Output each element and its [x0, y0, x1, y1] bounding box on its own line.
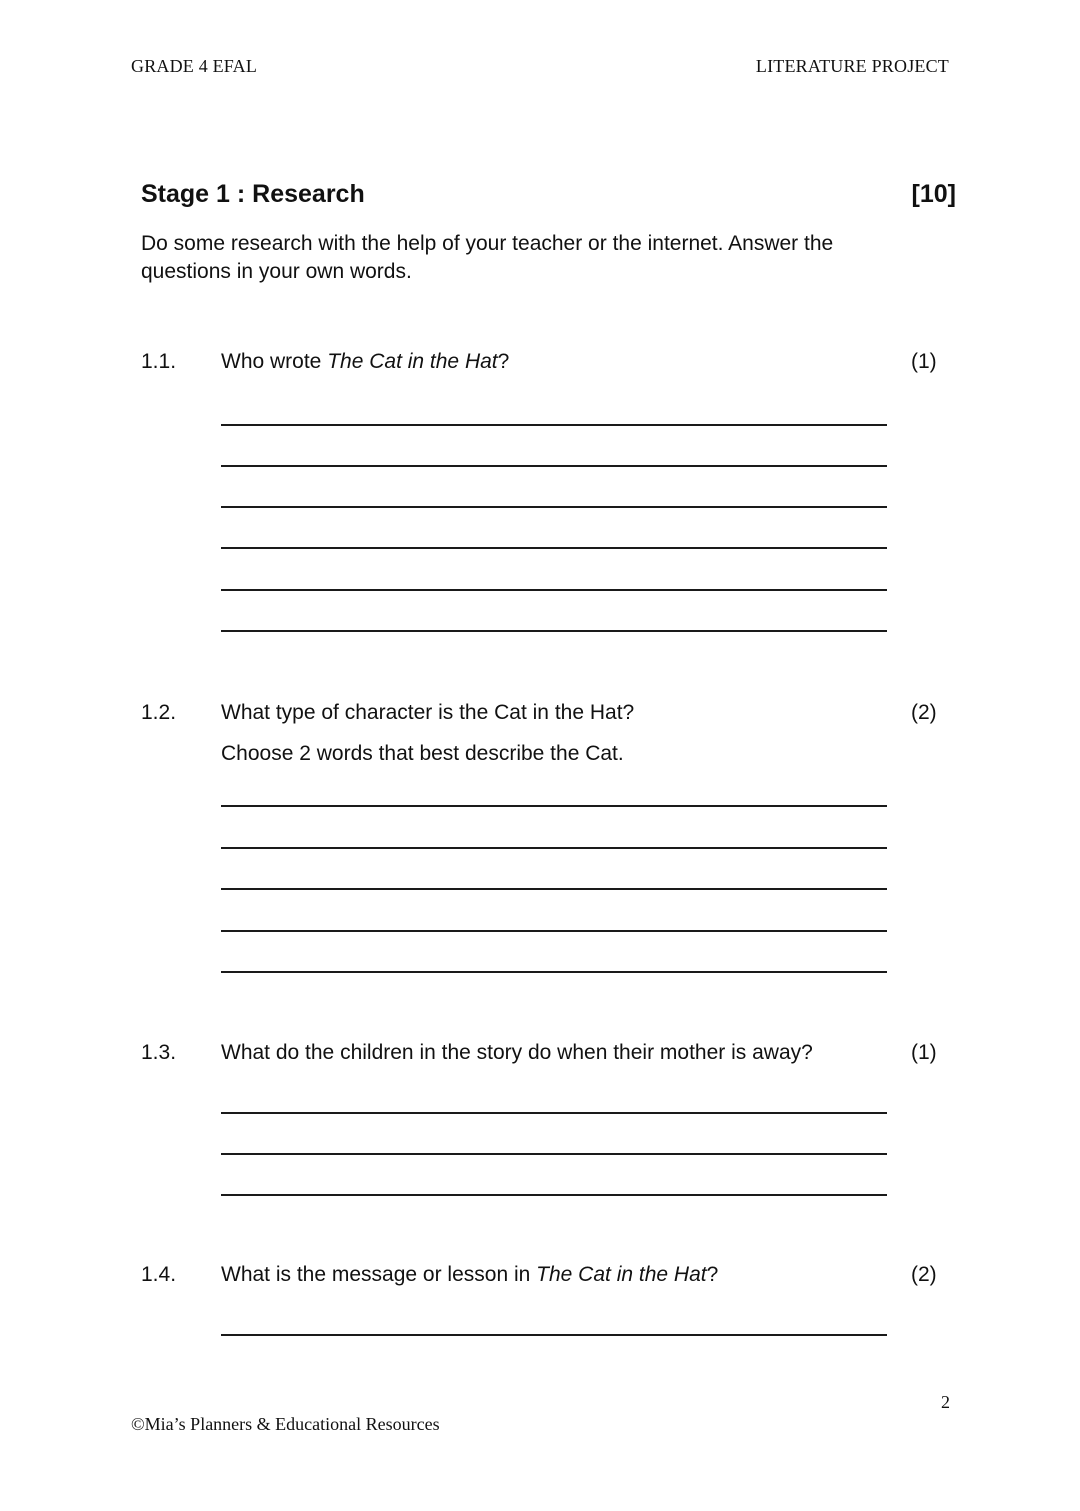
- answer-line[interactable]: [221, 1112, 887, 1114]
- book-title: The Cat in the Hat: [536, 1263, 707, 1286]
- header-project: LITERATURE PROJECT: [755, 56, 949, 76]
- question-subtext: Choose 2 words that best describe the Cat.: [221, 742, 624, 765]
- page-number: 2: [941, 1392, 950, 1412]
- question-text-part: ?: [706, 1263, 719, 1286]
- question-text-part: What is the message or lesson in: [221, 1263, 537, 1286]
- question-number: 1.1.: [141, 350, 177, 373]
- answer-line[interactable]: [221, 630, 887, 632]
- question-marks: (2): [911, 1263, 937, 1286]
- answer-line[interactable]: [221, 1334, 887, 1336]
- answer-line[interactable]: [221, 1194, 887, 1196]
- footer-copyright: ©Mia’s Planners & Educational Resources: [131, 1414, 440, 1434]
- answer-line[interactable]: [221, 589, 887, 591]
- answer-line[interactable]: [221, 805, 887, 807]
- question-marks: (1): [911, 1041, 937, 1064]
- stage-title: Stage 1 : Research: [141, 180, 365, 208]
- answer-line[interactable]: [221, 547, 887, 549]
- answer-line[interactable]: [221, 1153, 887, 1155]
- question-text-part: ?: [497, 350, 510, 373]
- question-text: [221, 350, 881, 374]
- stage-instructions: Do some research with the help of your teacher or the internet. Answer the questions in your own words.: [141, 232, 834, 283]
- book-title: The Cat in the Hat: [327, 350, 498, 373]
- question-text: [221, 1263, 881, 1287]
- question-marks: (1): [911, 350, 937, 373]
- question-text-part: Who wrote: [221, 350, 328, 373]
- question-text: What type of character is the Cat in the Hat?: [221, 701, 635, 724]
- answer-line[interactable]: [221, 506, 887, 508]
- question-marks: (2): [911, 701, 937, 724]
- answer-line[interactable]: [221, 465, 887, 467]
- answer-line[interactable]: [221, 930, 887, 932]
- header-grade: GRADE 4 EFAL: [131, 56, 258, 76]
- question-number: 1.3.: [141, 1041, 177, 1064]
- question-number: 1.2.: [141, 701, 177, 724]
- question-number: 1.4.: [141, 1263, 177, 1286]
- answer-line[interactable]: [221, 888, 887, 890]
- answer-line[interactable]: [221, 847, 887, 849]
- answer-line[interactable]: [221, 424, 887, 426]
- stage-total-marks: [10]: [911, 180, 956, 208]
- answer-line[interactable]: [221, 971, 887, 973]
- question-text: What do the children in the story do when their mother is away?: [221, 1041, 813, 1064]
